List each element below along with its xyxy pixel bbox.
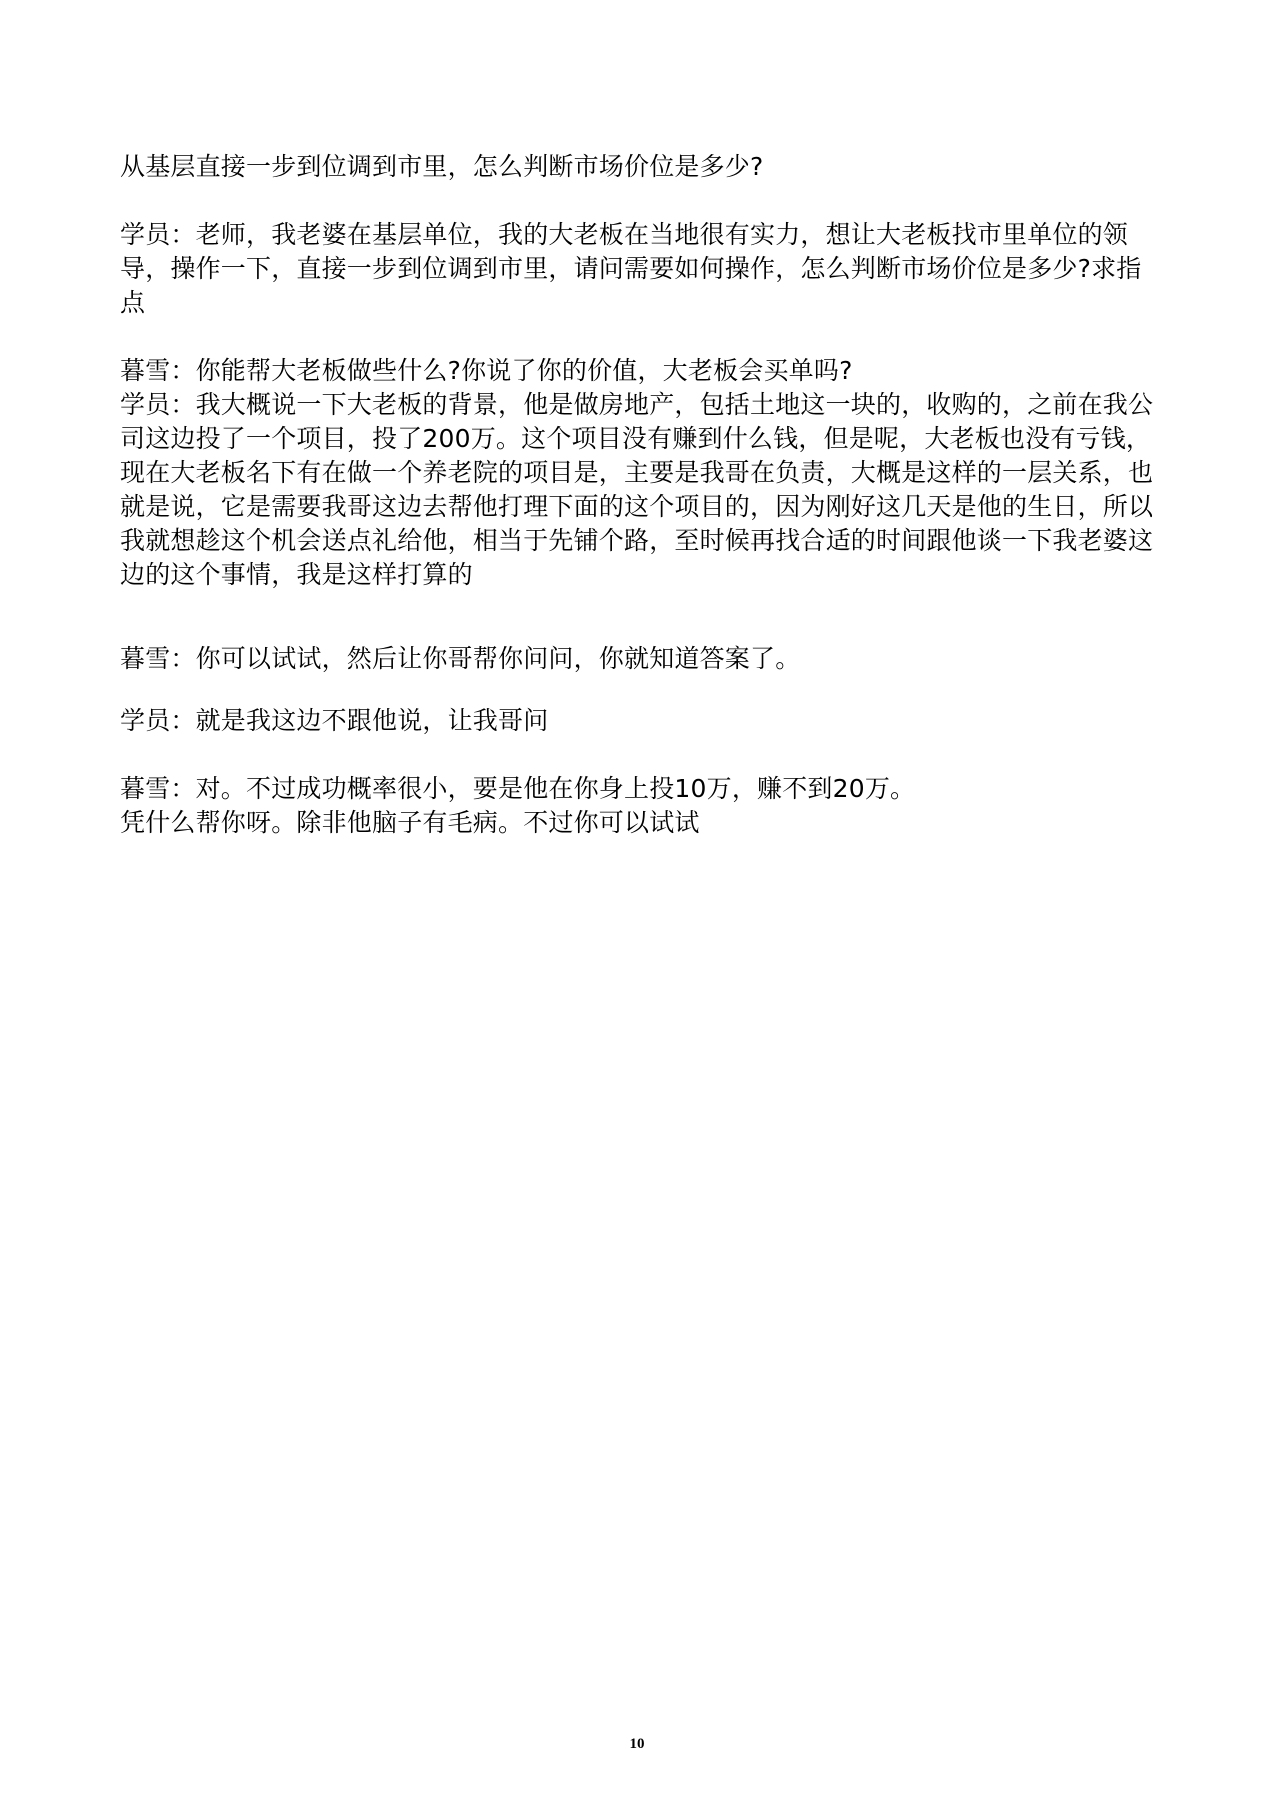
student-reply: 学员：就是我这边不跟他说，让我哥问 [120,706,549,735]
teacher-reply: 暮雪：你能帮大老板做些什么?你说了你的价值，大老板会买单吗? [120,356,853,385]
student-question: 学员：老师，我老婆在基层单位，我的大老板在当地很有实力，想让大老板找市里单位的领导，操作一下，直接一步到位调到市里，请问需要如何操作，怎么判断市场价位是多少?求指点 [120,220,1142,317]
teacher-reply: 暮雪：对。不过成功概率很小，要是他在你身上投10万，赚不到20万。 [120,774,916,803]
teacher-reply: 暮雪：你可以试试，然后让你哥帮你问问，你就知道答案了。 [120,644,801,673]
page-number: 10 [629,1736,645,1752]
document-body [120,150,1160,840]
student-background: 学员：我大概说一下大老板的背景，他是做房地产，包括土地这一块的，收购的，之前在我公司这边投了一个项目，投了200万。这个项目没有赚到什么钱，但是呢，大老板也没有亏钱，现在大老板名下有在做一个养老院的项目是，主要是我哥在负责，大概是这样的一层关系，也就是说，它是需要我哥这边去帮他打理下面的这个项目的，因为刚好这几天是他的生日，所以我就想趁这个机会送点礼给他，相当于先铺个路，至时候再找合适的时间跟他谈一下我老婆这边的这个事情，我是这样打算的 [120,390,1154,589]
teacher-reply-continued: 凭什么帮你呀。除非他脑子有毛病。不过你可以试试 [120,808,700,837]
question-title: 从基层直接一步到位调到市里，怎么判断市场价位是多少? [120,152,764,181]
